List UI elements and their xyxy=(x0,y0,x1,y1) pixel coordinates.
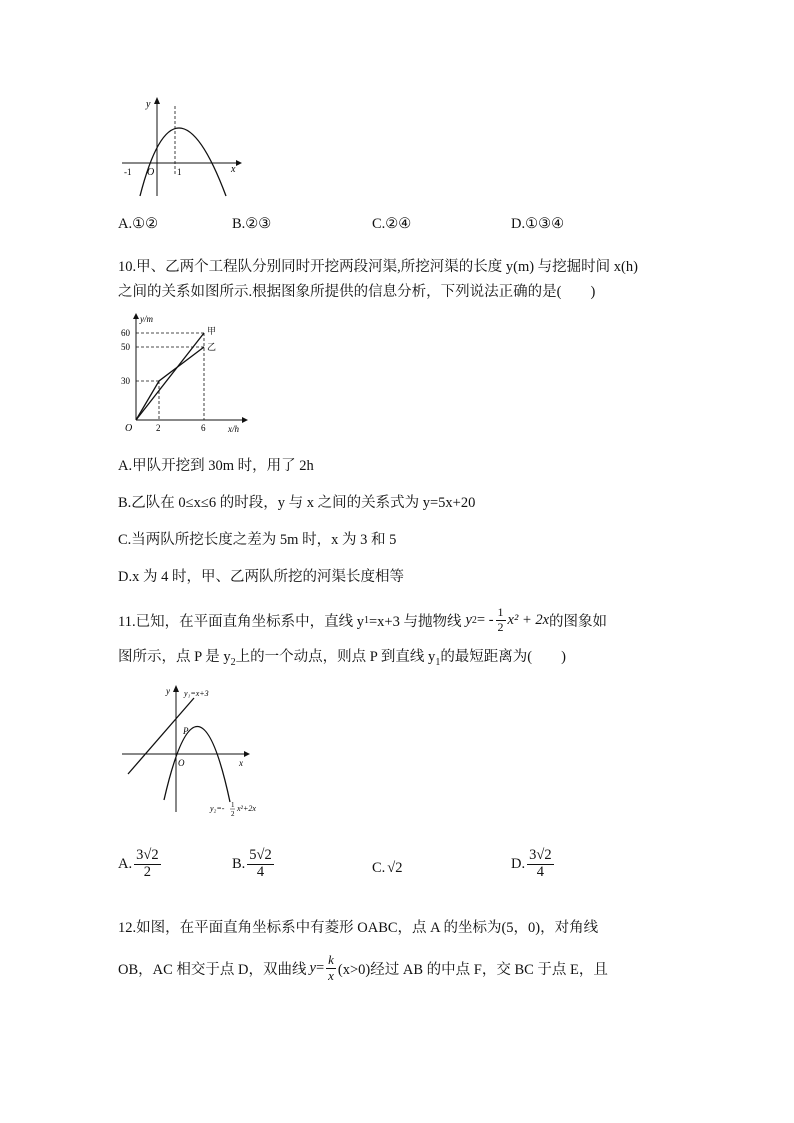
q11-option-c-letter: C. xyxy=(372,860,386,876)
q10-option-b: B.乙队在 0≤x≤6 的时段，y 与 x 之间的关系式为 y=5x+20 xyxy=(118,495,476,511)
q11-eq-den: 2 xyxy=(497,619,504,634)
q10-option-d: D.x 为 4 时，甲、乙两队所挖的河渠长度相等 xyxy=(118,569,404,585)
q10-option-c: C.当两队所挖长度之差为 5m 时，x 为 3 和 5 xyxy=(118,532,397,548)
q9-option-b: B.②③ xyxy=(232,216,272,232)
q11-option-b xyxy=(232,848,276,881)
q10-series-jia xyxy=(136,333,204,420)
q10-option-a: A.甲队开挖到 30m 时，用了 2h xyxy=(118,458,314,474)
q11-text-c: 的图象如 xyxy=(549,613,608,630)
q10-graph xyxy=(116,310,256,440)
q10-y-label: y/m xyxy=(140,314,153,324)
q11-text-a: 11.已知，在平面直角坐标系中，直线 y xyxy=(118,613,364,630)
q10-x-arrow xyxy=(242,417,248,423)
q9-neg-one-label: -1 xyxy=(124,167,132,177)
q11-option-c xyxy=(372,860,403,877)
q9-origin-label: O xyxy=(147,167,155,178)
q9-y-label: y xyxy=(146,99,151,110)
q11-y-arrow xyxy=(173,685,179,692)
q11-option-b-den: 4 xyxy=(256,863,265,880)
q11-parabola-label-b: x²+2x xyxy=(237,804,256,813)
q10-y-tick-50: 50 xyxy=(121,342,130,352)
q11-option-b-frac xyxy=(247,848,273,881)
q12-stem-line-2 xyxy=(118,946,608,990)
q11-stem-line-2 xyxy=(118,645,566,668)
q11-x-arrow xyxy=(244,751,250,757)
q12-stem-line-1: 12.如图，在平面直角坐标系中有菱形 OABC，点 A 的坐标为(5，0)，对角线 xyxy=(118,920,599,936)
q11-parabola-label-a: y₂=- xyxy=(210,804,225,813)
q10-stem-line-1: 10.甲、乙两个工程队分别同时开挖两段河渠,所挖河渠的长度 y(m) 与挖掘时间 x(h) xyxy=(118,259,638,275)
q11-option-d-frac xyxy=(527,848,553,881)
q10-origin-label: O xyxy=(125,423,133,434)
q9-option-a: A.①② xyxy=(118,216,159,232)
q10-series-yi-label: 乙 xyxy=(207,342,217,352)
q9-option-c: C.②④ xyxy=(372,216,412,232)
q10-x-label: x/h xyxy=(228,424,239,434)
q11-option-d-letter: D. xyxy=(511,855,526,872)
q11-line-label: y₁=x+3 xyxy=(184,689,209,698)
q11-sub-1: 1 xyxy=(363,614,369,626)
q9-x-label: x xyxy=(231,164,236,175)
q10-x-tick-2: 2 xyxy=(156,423,161,433)
q11-l2-c: 的最短距离为( ) xyxy=(440,649,566,665)
q10-stem-line-2: 之间的关系如图所示.根据图象所提供的信息分析，下列说法正确的是( ) xyxy=(118,284,596,300)
q11-option-a-frac xyxy=(134,848,160,881)
q11-eq-num: 1 xyxy=(497,605,504,620)
q12-l2-eq: = xyxy=(315,959,325,976)
q11-text-b: =x+3 与抛物线 xyxy=(368,613,462,630)
q11-point-p-label: P xyxy=(183,726,189,736)
q11-option-c-value: √2 xyxy=(387,860,403,876)
q11-l2-sub2: 2 xyxy=(230,656,236,668)
q11-option-a xyxy=(118,848,163,881)
q10-y-tick-30: 30 xyxy=(121,376,130,386)
q11-option-d-den: 4 xyxy=(536,863,544,880)
q11-option-a-num: 3√2 xyxy=(136,847,159,863)
q11-eq-mid: = - xyxy=(476,611,494,628)
q11-option-b-letter: B. xyxy=(232,855,246,872)
q9-x-arrow xyxy=(236,160,242,166)
q11-eq-y: y xyxy=(465,611,472,628)
q11-parabola-y2 xyxy=(164,726,230,802)
q10-x-tick-6: 6 xyxy=(201,423,206,433)
q9-parabola-figure xyxy=(118,92,248,202)
q12-l2-b: (x>0)经过 AB 的中点 F，交 BC 于点 E，且 xyxy=(337,961,608,978)
q9-parabola xyxy=(140,128,226,196)
q12-l2-a: OB，AC 相交于点 D，双曲线 xyxy=(118,961,307,978)
q11-y-label: y xyxy=(166,686,170,696)
q11-parabola-label-den: 2 xyxy=(231,810,235,818)
q11-option-b-num: 5√2 xyxy=(249,847,272,863)
q11-eq-tail: x² + 2x xyxy=(507,611,550,628)
q11-option-d-num: 3√2 xyxy=(529,847,552,863)
q11-option-a-letter: A. xyxy=(118,855,133,872)
q11-option-a-den: 2 xyxy=(143,863,151,880)
q11-l2-b: 上的一个动点，则点 P 到直线 y xyxy=(235,649,436,665)
q9-option-d: D.①③④ xyxy=(511,216,565,232)
q12-frac-num: k xyxy=(328,952,334,968)
q12-l2-y: y xyxy=(309,959,316,976)
q11-graph xyxy=(118,682,268,822)
q9-y-arrow xyxy=(154,97,160,104)
q11-option-d xyxy=(511,848,556,881)
q12-fraction xyxy=(326,953,336,983)
q11-origin-label: O xyxy=(178,758,185,768)
q9-one-label: 1 xyxy=(177,167,182,177)
q10-y-tick-60: 60 xyxy=(121,328,130,338)
q11-l2-a: 图所示，点 P 是 y xyxy=(118,649,231,665)
q10-series-yi xyxy=(136,347,204,420)
q11-parabola-label-num: 1 xyxy=(231,801,235,809)
q11-eq-sub: 2 xyxy=(471,614,477,626)
q10-series-jia-label: 甲 xyxy=(207,326,217,336)
q10-y-arrow xyxy=(133,313,139,319)
q11-stem-line-1 xyxy=(118,600,607,640)
q11-eq-fraction xyxy=(496,606,506,633)
q11-x-label: x xyxy=(239,758,243,768)
q11-l2-sub1: 1 xyxy=(435,656,441,668)
q12-frac-den: x xyxy=(328,967,334,983)
